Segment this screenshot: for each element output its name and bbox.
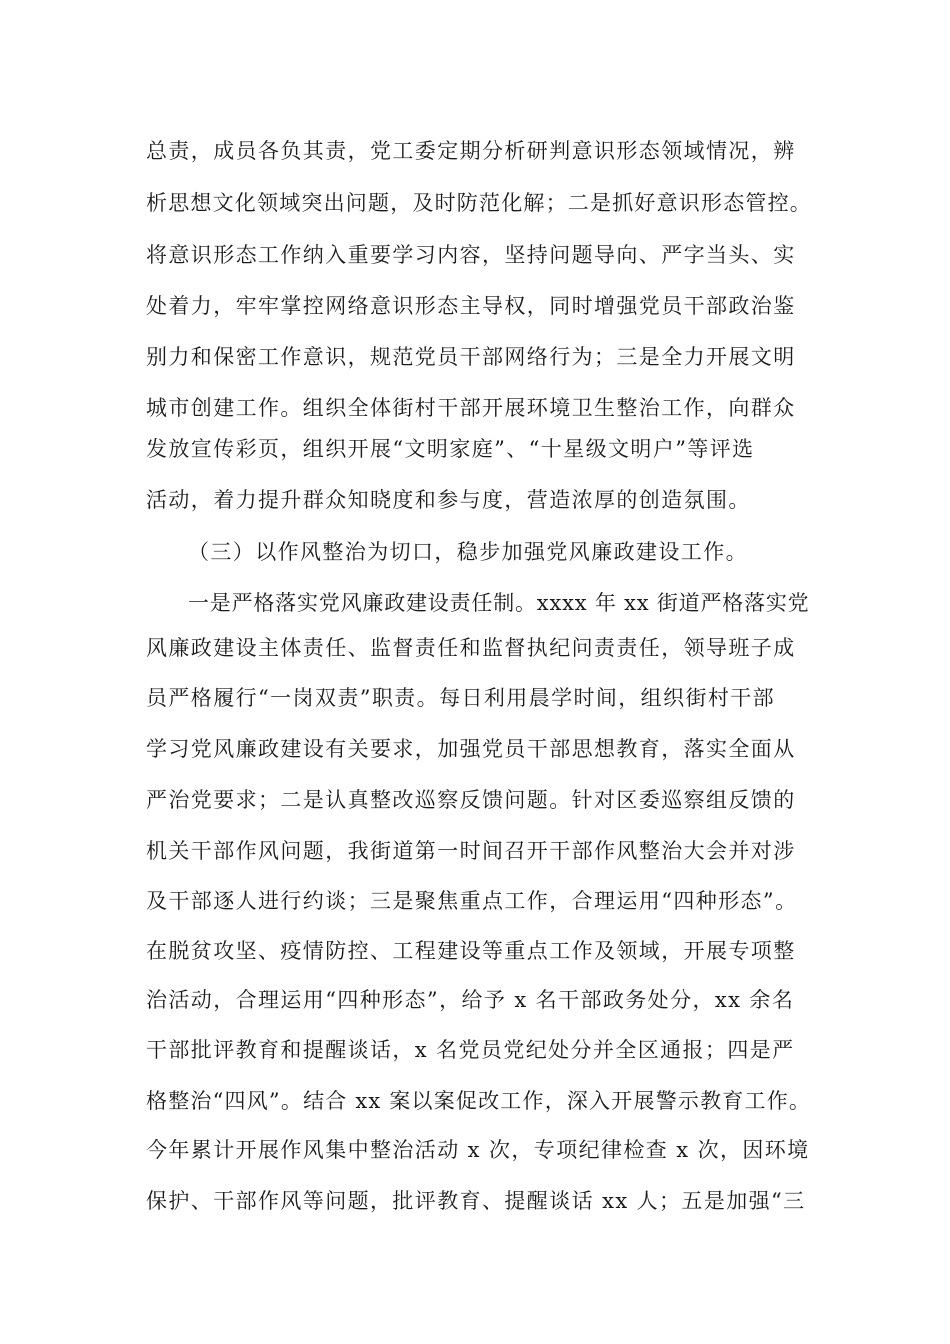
text-line: 治活动，合理运用“四种形态”，给予 x 名干部政务处分，xx 余名 [146, 988, 795, 1012]
text-line: 严治党要求；二是认真整改巡察反馈问题。针对区委巡察组反馈的 [146, 788, 796, 812]
text-line: 干部批评教育和提醒谈话，x 名党员党纪处分并全区通报；四是严 [146, 1038, 795, 1062]
text-line: 学习党风廉政建设有关要求，加强党员干部思想教育，落实全面从 [146, 737, 796, 761]
text-line: 今年累计开展作风集中整治活动 x 次，专项纪律检查 x 次，因环境 [146, 1138, 810, 1162]
text-line: 员严格履行“一岗双责”职责。每日利用晨学时间，组织街村干部 [146, 686, 776, 710]
text-line: 析思想文化领域突出问题，及时防范化解；二是抓好意识形态管控。 [146, 191, 812, 215]
text-line: 机关干部作风问题，我街道第一时间召开干部作风整治大会并对涉 [146, 839, 796, 863]
text-line: 将意识形态工作纳入重要学习内容，坚持问题导向、严字当头、实 [146, 243, 796, 267]
text-line: 风廉政建设主体责任、监督责任和监督执纪问责责任，领导班子成 [146, 636, 796, 660]
text-line: 保护、干部作风等问题，批评教育、提醒谈话 xx 人；五是加强“三 [146, 1189, 806, 1213]
text-line: 活动，着力提升群众知晓度和参与度，营造浓厚的创造氛围。 [146, 488, 751, 512]
text-line: 别力和保密工作意识，规范党员干部网络行为；三是全力开展文明 [146, 345, 796, 369]
text-line: 格整治“四风”。结合 xx 案以案促改工作，深入开展警示教育工作。 [146, 1089, 812, 1113]
text-line: 在脱贫攻坚、疫情防控、工程建设等重点工作及领域，开展专项整 [146, 939, 796, 963]
text-line: 发放宣传彩页，组织开展“文明家庭”、“十星级文明户”等评选 [146, 437, 755, 461]
text-line: 处着力，牢牢掌控网络意识形态主导权，同时增强党员干部政治鉴 [146, 294, 796, 318]
text-line: 一是严格落实党风廉政建设责任制。xxxx 年 xx 街道严格落实党 [188, 591, 810, 615]
text-line: 及干部逐人进行约谈；三是聚焦重点工作，合理运用“四种形态”。 [146, 889, 798, 913]
section-heading: （三）以作风整治为切口，稳步加强党风廉政建设工作。 [188, 540, 748, 564]
text-line: 城市创建工作。组织全体街村干部开展环境卫生整治工作，向群众 [146, 396, 796, 420]
text-line: 总责，成员各负其责，党工委定期分析研判意识形态领域情况，辨 [146, 139, 796, 163]
